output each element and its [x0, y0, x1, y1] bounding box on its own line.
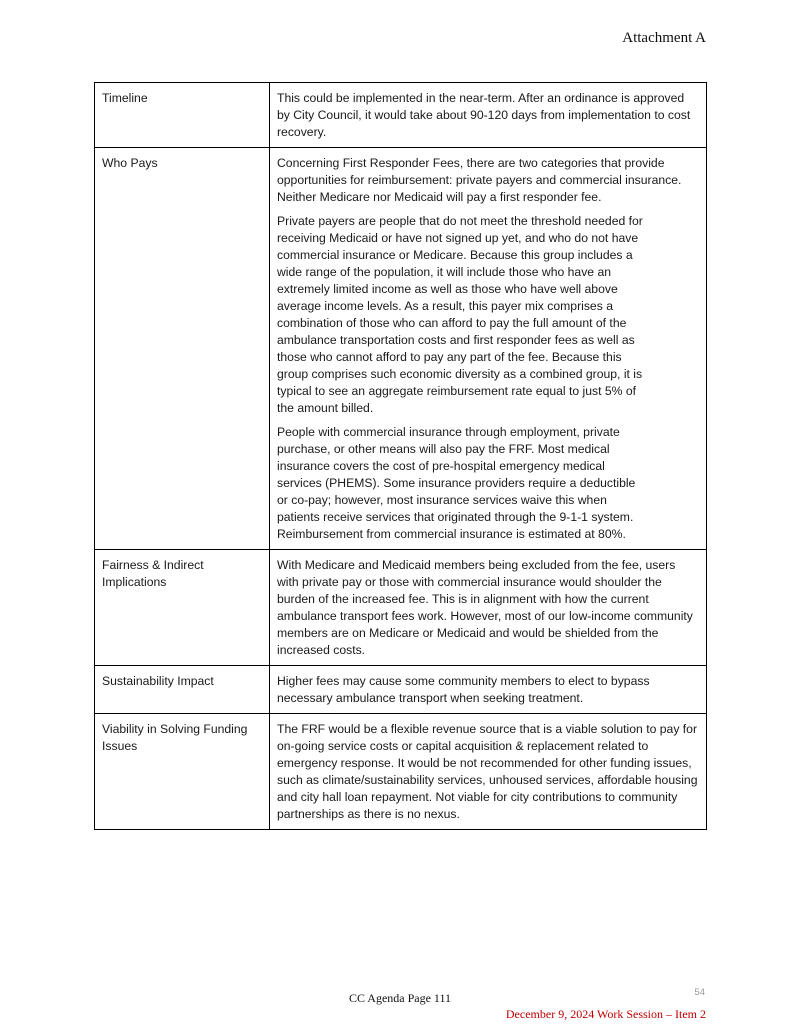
paragraph: Concerning First Responder Fees, there are two categories that provide opportunities for reimbursement: private payers and commercial insurance. Neither Medicare nor Medicaid will pay a first responder fee.: [277, 156, 682, 204]
row-content-timeline: [270, 83, 707, 148]
table-row: [95, 666, 707, 714]
table-row: [95, 148, 707, 550]
attachment-label: Attachment A: [622, 30, 706, 46]
table-row: [95, 83, 707, 148]
table-row: [95, 550, 707, 666]
row-content-viability: [270, 714, 707, 830]
paragraph: This could be implemented in the near-term. After an ordinance is approved by City Council, it would take about 90-120 days from implementation to cost recovery.: [277, 91, 691, 139]
paragraph: With Medicare and Medicaid members being excluded from the fee, users with private pay or those with commercial insurance would shoulder the burden of the increased fee. This is in alignment with how the current ambulance transport fees work. However, most of our low-income community members are on Medicare or Medicaid and would be shielded from the increased costs.: [277, 558, 693, 657]
row-content-sustainability: [270, 666, 707, 714]
row-label-viability: Viability in Solving Funding Issues: [95, 714, 270, 830]
row-label-fairness: Fairness & Indirect Implications: [95, 550, 270, 666]
table-row: [95, 714, 707, 830]
page-number: 54: [694, 987, 705, 998]
row-content-who-pays: [270, 148, 707, 550]
paragraph: People with commercial insurance through employment, private purchase, or other means will also pay the FRF. Most medical insurance covers the cost of pre-hospital emergency medical services (PHEMS). Some insurance providers require a deductible or co-pay; however, most insurance services waive this when patients receive services that originated through the 9-1-1 system. Reimbursement from commercial insurance is estimated at 80%.: [277, 425, 636, 541]
session-date-footer: December 9, 2024 Work Session – Item 2: [505, 1007, 706, 1021]
agenda-page-footer: CC Agenda Page 111: [348, 991, 452, 1005]
paragraph: Higher fees may cause some community members to elect to bypass necessary ambulance transport when seeking treatment.: [277, 674, 650, 705]
row-label-timeline: Timeline: [95, 83, 270, 148]
row-content-fairness: [270, 550, 707, 666]
paragraph: The FRF would be a flexible revenue source that is a viable solution to pay for on-going service costs or capital acquisition & replacement related to emergency response. It would be not recommended for other funding issues, such as climate/sustainability services, unhoused services, affordable housing and city hall loan repayment. Not viable for city contributions to community partnerships as there is no nexus.: [277, 722, 698, 821]
policy-table: [94, 82, 707, 830]
row-label-who-pays: Who Pays: [95, 148, 270, 550]
row-label-sustainability: Sustainability Impact: [95, 666, 270, 714]
paragraph: Private payers are people that do not meet the threshold needed for receiving Medicaid or have not signed up yet, and who do not have commercial insurance or Medicare. Because this group includes a wide range of the population, it will include those who have an extremely limited income as well as those who have well above average income levels. As a result, this payer mix comprises a combination of those who can afford to pay the full amount of the ambulance transportation costs and first responder fees as well as those who cannot afford to pay any part of the fee. Because this group comprises such economic diversity as a combined group, it is typical to see an aggregate reimbursement rate equal to just 5% of the amount billed.: [277, 214, 643, 415]
